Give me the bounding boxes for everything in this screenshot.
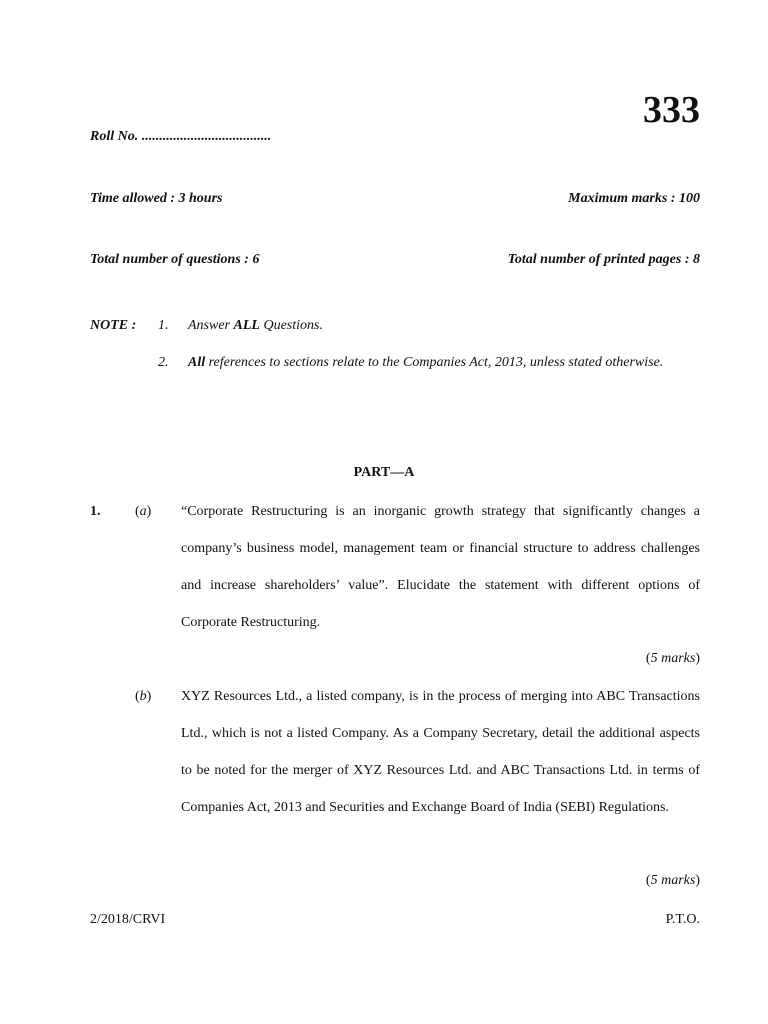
question-number: 1.: [90, 504, 101, 519]
subpart-label: (a): [135, 504, 152, 519]
maximum-marks: Maximum marks : 100: [568, 191, 700, 206]
total-pages: Total number of printed pages : 8: [507, 252, 700, 267]
note-item-number: 2.: [158, 355, 169, 370]
note-item-text: Answer ALL Questions.: [188, 318, 323, 333]
time-allowed: Time allowed : 3 hours: [90, 191, 223, 206]
roll-number-line: Roll No. .....................................: [90, 129, 272, 144]
question-text: “Corporate Restructuring is an inorganic growth strategy that significantly changes a company’s business model, management team or financial structure to address challenges and increase shareholders’ value”. Elucidate the statement with different options of Corporate Restructuring.: [181, 504, 700, 630]
marks-label: (5 marks): [645, 651, 700, 666]
part-heading: PART—A: [353, 465, 415, 480]
note-label: NOTE :: [90, 318, 137, 333]
paper-reference-code: 2/2018/CRVI: [90, 912, 166, 927]
total-questions: Total number of questions : 6: [90, 252, 260, 267]
note-item-number: 1.: [158, 318, 169, 333]
note-item-text: All references to sections relate to the Companies Act, 2013, unless stated otherwise.: [188, 355, 664, 370]
marks-label: (5 marks): [645, 873, 700, 888]
paper-code: 333: [643, 89, 700, 131]
question-text: XYZ Resources Ltd., a listed company, is in the process of merging into ABC Transactions Ltd., which is not a listed Company. As a Company Secretary, detail the additional aspects to be noted for the merger of XYZ Resources Ltd. and ABC Transactions Ltd. in terms of Companies Act, 2013 and Securities and Exchange Board of India (SEBI) Regulations.: [181, 689, 700, 815]
subpart-label: (b): [135, 689, 152, 704]
please-turn-over: P.T.O.: [665, 912, 700, 927]
